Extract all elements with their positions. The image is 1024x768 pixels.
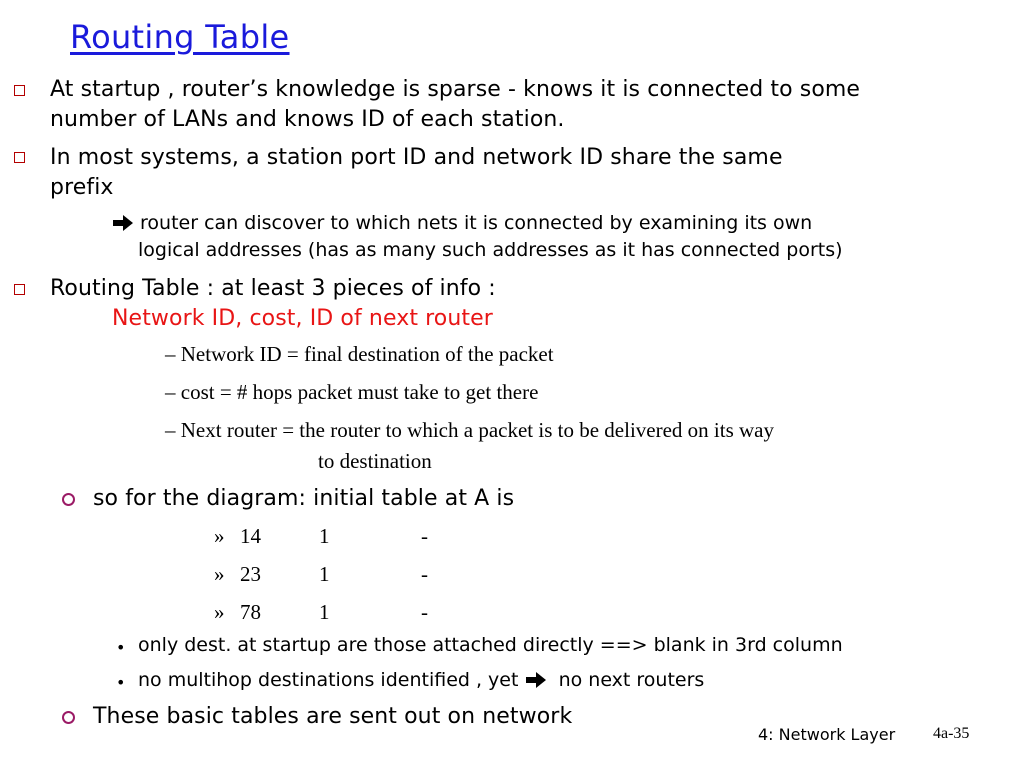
dash-item xyxy=(165,418,774,443)
dash-marker: – xyxy=(165,418,176,442)
dash-marker: – xyxy=(165,380,176,404)
dash-marker: – xyxy=(165,342,176,366)
table-marker: » xyxy=(214,524,225,548)
table-dest: 78 xyxy=(240,600,261,624)
dash-item-continuation: to destination xyxy=(318,449,432,473)
bullet2-line2: prefix xyxy=(50,175,114,200)
bullet3-highlight: Network ID, cost, ID of next router xyxy=(112,306,493,331)
dot-item-text-before: no multihop destinations identified , yet xyxy=(138,669,525,691)
bullet1-line2: number of LANs and knows ID of each station. xyxy=(50,107,565,132)
dot-item-text: only dest. at startup are those attached directly ==> blank in 3rd column xyxy=(138,634,843,656)
table-next: - xyxy=(421,524,428,548)
circle-bullet-icon xyxy=(62,493,75,506)
dash-item-text: Next router = the router to which a packet is to be delivered on its way xyxy=(180,418,774,442)
diagram-bullet: so for the diagram: initial table at A is xyxy=(93,486,515,511)
table-cost: 1 xyxy=(319,600,330,624)
arrow-right-icon xyxy=(525,671,547,689)
square-bullet-icon xyxy=(14,284,25,295)
table-marker: » xyxy=(214,600,225,624)
arrow-note-line1 xyxy=(112,210,812,236)
dash-item xyxy=(165,342,554,367)
dot-marker: • xyxy=(116,673,126,692)
table-next: - xyxy=(421,600,428,624)
table-dest: 23 xyxy=(240,562,261,586)
table-cost: 1 xyxy=(319,562,330,586)
dot-marker: • xyxy=(116,638,126,657)
last-bullet: These basic tables are sent out on network xyxy=(93,704,573,729)
table-next: - xyxy=(421,562,428,586)
square-bullet-icon xyxy=(14,152,25,163)
dash-item-text: cost = # hops packet must take to get there xyxy=(180,380,539,404)
footer-chapter: 4: Network Layer xyxy=(758,725,896,744)
arrow-note-line2: logical addresses (has as many such addresses as it has connected ports) xyxy=(138,239,843,261)
table-dest: 14 xyxy=(240,524,261,548)
arrow-note-text: router can discover to which nets it is connected by examining its own xyxy=(134,212,813,234)
dash-item xyxy=(165,380,538,405)
arrow-right-icon xyxy=(112,214,134,232)
dash-item-text: Network ID = final destination of the packet xyxy=(180,342,554,366)
table-cost: 1 xyxy=(319,524,330,548)
dot-item-text-after: no next routers xyxy=(546,669,705,691)
dot-item xyxy=(138,669,704,691)
bullet2-line1: In most systems, a station port ID and network ID share the same xyxy=(50,145,783,170)
circle-bullet-icon xyxy=(62,711,75,724)
footer-page-number: 4a-35 xyxy=(933,725,970,742)
bullet3-line1: Routing Table : at least 3 pieces of info : xyxy=(50,276,496,301)
table-marker: » xyxy=(214,562,225,586)
bullet1-line1: At startup , router’s knowledge is sparse - knows it is connected to some xyxy=(50,77,861,102)
square-bullet-icon xyxy=(14,85,25,96)
slide-title: Routing Table xyxy=(70,18,290,56)
